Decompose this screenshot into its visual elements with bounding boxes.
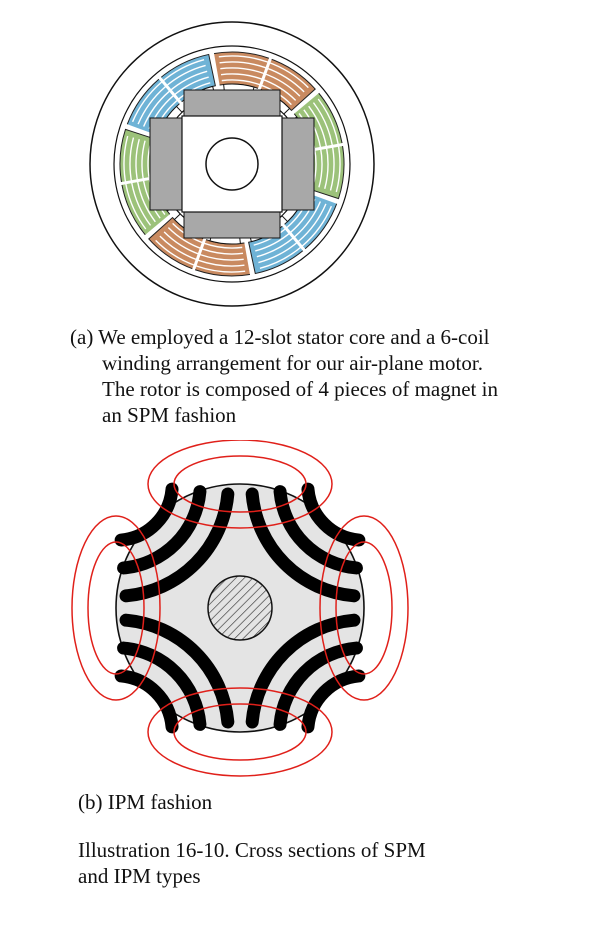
magnet-right — [282, 118, 314, 210]
magnet-top — [184, 90, 280, 118]
ipm-rotor-diagram — [0, 440, 609, 785]
figure-a-caption — [70, 324, 590, 428]
caption-a-line-2: winding arrangement for our air-plane motor. — [102, 351, 483, 375]
caption-a-line-1: (a) We employed a 12-slot stator core and a 6-coil — [70, 325, 490, 349]
magnet-left — [150, 118, 182, 210]
spm-motor-diagram — [0, 0, 609, 320]
rotor-shaft — [206, 138, 258, 190]
caption-a-line-4: an SPM fashion — [102, 403, 237, 427]
figure-b-caption: (b) IPM fashion — [78, 790, 213, 814]
ipm-shaft — [208, 576, 272, 640]
illustration-caption — [78, 837, 558, 889]
magnet-bottom — [184, 210, 280, 238]
caption-a-line-3: The rotor is composed of 4 pieces of magnet in — [102, 377, 498, 401]
illustration-caption-line-1: Illustration 16-10. Cross sections of SPM — [78, 838, 426, 862]
illustration-caption-line-2: and IPM types — [78, 864, 201, 888]
